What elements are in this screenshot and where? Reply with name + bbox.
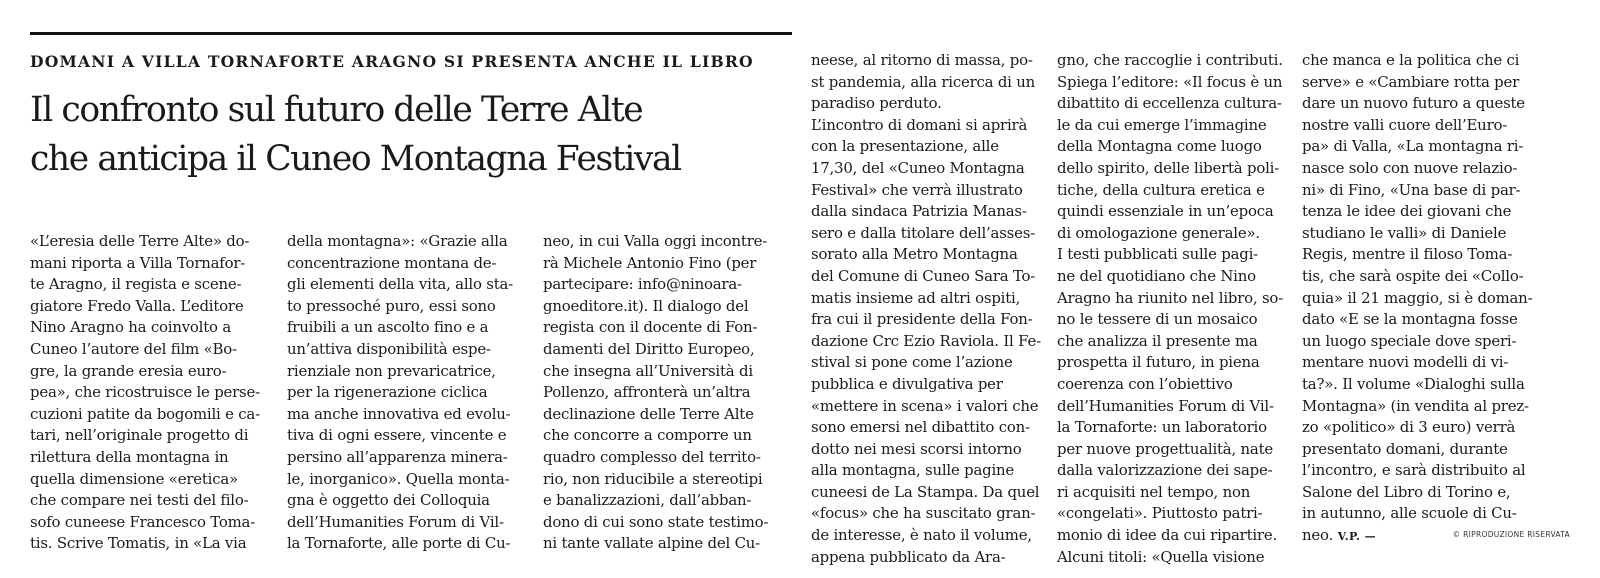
text-line: per nuove progettualità, nate xyxy=(1057,439,1274,458)
text-line: «L’eresia delle Terre Alte» do- xyxy=(30,232,250,250)
text-line: ta?». Il volume «Dialoghi sulla xyxy=(1302,374,1525,393)
text-line: dare un nuovo futuro a queste xyxy=(1302,94,1525,113)
text-line: te Aragno, il regista e scene- xyxy=(30,275,242,294)
text-line: dell’Humanities Forum di Vil- xyxy=(1057,396,1274,415)
text-line: Spiega l’editore: «Il focus è un xyxy=(1057,72,1283,91)
text-line: tiche, della cultura eretica e xyxy=(1057,180,1265,199)
text-line: studiano le valli» di Daniele xyxy=(1302,223,1507,242)
text-line: stival si pone come l’azione xyxy=(811,353,1013,372)
text-line: rà Michele Antonio Fino (per xyxy=(543,253,757,272)
text-line: zo «politico» di 3 euro) verrà xyxy=(1302,418,1516,437)
text-line: prospetta il futuro, in piena xyxy=(1057,353,1260,372)
text-line: Cuneo l’autore del film «Bo- xyxy=(30,339,237,358)
text-line: la Tornaforte: un laboratorio xyxy=(1057,418,1267,437)
text-line: l’incontro, e sarà distribuito al xyxy=(1302,461,1526,480)
text-line: paradiso perduto. xyxy=(811,94,942,113)
text-line: alla montagna, sulle pagine xyxy=(811,461,1015,480)
closing-text: neo. xyxy=(1302,526,1334,545)
article-headline xyxy=(30,86,800,184)
text-line: concentrazione montana de- xyxy=(287,253,497,272)
text-line: sorato alla Metro Montagna xyxy=(811,245,1018,264)
text-line: un luogo speciale dove speri- xyxy=(1302,331,1517,350)
text-line: pea», che ricostruisce le perse- xyxy=(30,383,260,402)
text-line: che manca e la politica che ci xyxy=(1302,51,1520,69)
text-line: to pressoché puro, essi sono xyxy=(287,296,496,315)
text-line: presentato domani, durante xyxy=(1302,439,1508,458)
text-line: quia» il 21 maggio, si è doman- xyxy=(1302,288,1533,307)
body-column-6 xyxy=(1302,50,1552,547)
text-line: gli elementi della vita, allo sta- xyxy=(287,275,513,294)
text-line: di omologazione generale». xyxy=(1057,223,1260,242)
body-column-5 xyxy=(1057,50,1289,568)
text-line: dibattito di eccellenza cultura- xyxy=(1057,94,1282,113)
text-line: sono emersi nel dibattito con- xyxy=(811,418,1030,437)
text-line: de interesse, è nato il volume, xyxy=(811,526,1032,545)
text-line: rienziale non prevaricatrice, xyxy=(287,361,496,380)
text-line: tis, che sarà ospite dei «Collo- xyxy=(1302,266,1524,285)
text-line: sofo cuneese Francesco Toma- xyxy=(30,512,256,531)
text-line: Festival» che verrà illustrato xyxy=(811,180,1023,199)
text-line: giatore Fredo Valla. L’editore xyxy=(30,296,244,315)
text-line: Salone del Libro di Torino e, xyxy=(1302,482,1511,501)
text-line: un’attiva disponibilità espe- xyxy=(287,339,491,358)
text-line: dello spirito, delle libertà poli- xyxy=(1057,158,1280,177)
text-line: Alcuni titoli: «Quella visione xyxy=(1057,547,1265,566)
text-line: Pollenzo, affronterà un’altra xyxy=(543,383,751,402)
text-line: cuzioni patite da bogomili e ca- xyxy=(30,404,260,423)
text-line: partecipare: info@ninoara- xyxy=(543,275,742,294)
headline-line: che anticipa il Cuneo Montagna Festival xyxy=(30,139,681,179)
body-column-2 xyxy=(287,231,519,555)
text-line: tiva di ogni essere, vincente e xyxy=(287,426,507,445)
text-line: «congelati». Piuttosto patri- xyxy=(1057,504,1263,523)
text-line: per la rigenerazione ciclica xyxy=(287,383,488,402)
text-line: serve» e «Cambiare rotta per xyxy=(1302,72,1520,91)
text-line: pubblica e divulgativa per xyxy=(811,374,1003,393)
text-line: che insegna all’Università di xyxy=(543,361,753,380)
top-rule xyxy=(30,32,792,35)
text-line: cuneesi de La Stampa. Da quel xyxy=(811,482,1040,501)
text-line: declinazione delle Terre Alte xyxy=(543,404,754,423)
text-line: regista con il docente di Fon- xyxy=(543,318,758,337)
text-line: dalla sindaca Patrizia Manas- xyxy=(811,202,1027,221)
text-line: ni tante vallate alpine del Cu- xyxy=(543,534,761,553)
text-line: ma anche innovativa ed evolu- xyxy=(287,404,511,423)
text-line: Aragno ha riunito nel libro, so- xyxy=(1057,288,1284,307)
text-line: tis. Scrive Tomatis, in «La via xyxy=(30,534,247,553)
text-line: che concorre a comporre un xyxy=(543,426,752,445)
text-line: dazione Crc Ezio Raviola. Il Fe- xyxy=(811,331,1041,350)
text-line: no le tessere di un mosaico xyxy=(1057,310,1258,329)
text-line: st pandemia, alla ricerca di un xyxy=(811,72,1036,91)
text-line: fruibili a un ascolto fino e a xyxy=(287,318,489,337)
text-line: tenza le idee dei giovani che xyxy=(1302,202,1512,221)
text-line: 17,30, del «Cuneo Montagna xyxy=(811,158,1025,177)
text-line: dalla valorizzazione dei sape- xyxy=(1057,461,1273,480)
text-line: coerenza con l’obiettivo xyxy=(1057,374,1233,393)
text-line: persino all’apparenza minera- xyxy=(287,447,508,466)
text-line: I testi pubblicati sulle pagi- xyxy=(1057,245,1258,264)
text-line: della Montagna come luogo xyxy=(1057,137,1262,156)
text-line: le, inorganico». Quella monta- xyxy=(287,469,510,488)
text-line: dell’Humanities Forum di Vil- xyxy=(287,512,504,531)
text-line: dotto nei mesi scorsi intorno xyxy=(811,439,1022,458)
text-line: mani riporta a Villa Tornafor- xyxy=(30,253,246,272)
text-line: dato «E se la montagna fosse xyxy=(1302,310,1518,329)
text-line: quindi essenziale in un’epoca xyxy=(1057,202,1274,221)
text-line: nostre valli cuore dell’Euro- xyxy=(1302,115,1508,134)
text-line: che analizza il presente ma xyxy=(1057,331,1258,350)
text-line: «focus» che ha suscitato gran- xyxy=(811,504,1036,523)
text-line: dono di cui sono state testimo- xyxy=(543,512,769,531)
text-line: rilettura della montagna in xyxy=(30,447,229,466)
text-line: tari, nell’originale progetto di xyxy=(30,426,249,445)
text-line: la Tornaforte, alle porte di Cu- xyxy=(287,534,511,553)
text-line: del Comune di Cuneo Sara To- xyxy=(811,266,1036,285)
text-line: nasce solo con nuove relazio- xyxy=(1302,158,1518,177)
text-line: ri acquisiti nel tempo, non xyxy=(1057,482,1251,501)
text-line: neo, in cui Valla oggi incontre- xyxy=(543,232,768,250)
copyright-credit: © RIPRODUZIONE RISERVATA xyxy=(1452,530,1570,539)
text-line: pa» di Valla, «La montagna ri- xyxy=(1302,137,1524,156)
text-line: gre, la grande eresia euro- xyxy=(30,361,227,380)
text-line: in autunno, alle scuole di Cu- xyxy=(1302,504,1517,523)
text-line: monio di idee da cui ripartire. xyxy=(1057,526,1278,545)
text-line: appena pubblicato da Ara- xyxy=(811,547,1006,566)
text-line: «mettere in scena» i valori che xyxy=(811,396,1039,415)
text-line: della montagna»: «Grazie alla xyxy=(287,232,508,250)
author-signature: V.P. — xyxy=(1337,530,1377,544)
text-line: quella dimensione «eretica» xyxy=(30,469,238,488)
text-line: ni» di Fino, «Una base di par- xyxy=(1302,180,1521,199)
body-column-1 xyxy=(30,231,262,555)
text-line: mentare nuovi modelli di vi- xyxy=(1302,353,1509,372)
headline-line: Il confronto sul futuro delle Terre Alte xyxy=(30,90,643,130)
text-line: Regis, mentre il filoso Toma- xyxy=(1302,245,1513,264)
text-line: gnoeditore.it). Il dialogo del xyxy=(543,296,749,315)
text-line: sero e dalla titolare dell’asses- xyxy=(811,223,1036,242)
text-line: gna è oggetto dei Colloquia xyxy=(287,491,490,510)
text-line: L’incontro di domani si aprirà xyxy=(811,115,1028,134)
text-line: le da cui emerge l’immagine xyxy=(1057,115,1267,134)
text-line: che compare nei testi del filo- xyxy=(30,491,249,510)
text-line: gno, che raccoglie i contributi. xyxy=(1057,51,1283,69)
text-line: neese, al ritorno di massa, po- xyxy=(811,51,1033,69)
text-line: fra cui il presidente della Fon- xyxy=(811,310,1033,329)
text-line: ne del quotidiano che Nino xyxy=(1057,266,1256,285)
article-kicker: DOMANI A VILLA TORNAFORTE ARAGNO SI PRESENTA ANCHE IL LIBRO xyxy=(30,52,754,71)
text-line: Nino Aragno ha coinvolto a xyxy=(30,318,232,337)
text-line: rio, non riducibile a stereotipi xyxy=(543,469,763,488)
body-column-4 xyxy=(811,50,1043,568)
text-line: damenti del Diritto Europeo, xyxy=(543,339,755,358)
text-line: quadro complesso del territo- xyxy=(543,447,761,466)
text-line: matis insieme ad altri ospiti, xyxy=(811,288,1021,307)
text-line: Montagna» (in vendita al prez- xyxy=(1302,396,1529,415)
text-line: con la presentazione, alle xyxy=(811,137,999,156)
text-line: e banalizzazioni, dall’abban- xyxy=(543,491,752,510)
body-column-3 xyxy=(543,231,775,555)
